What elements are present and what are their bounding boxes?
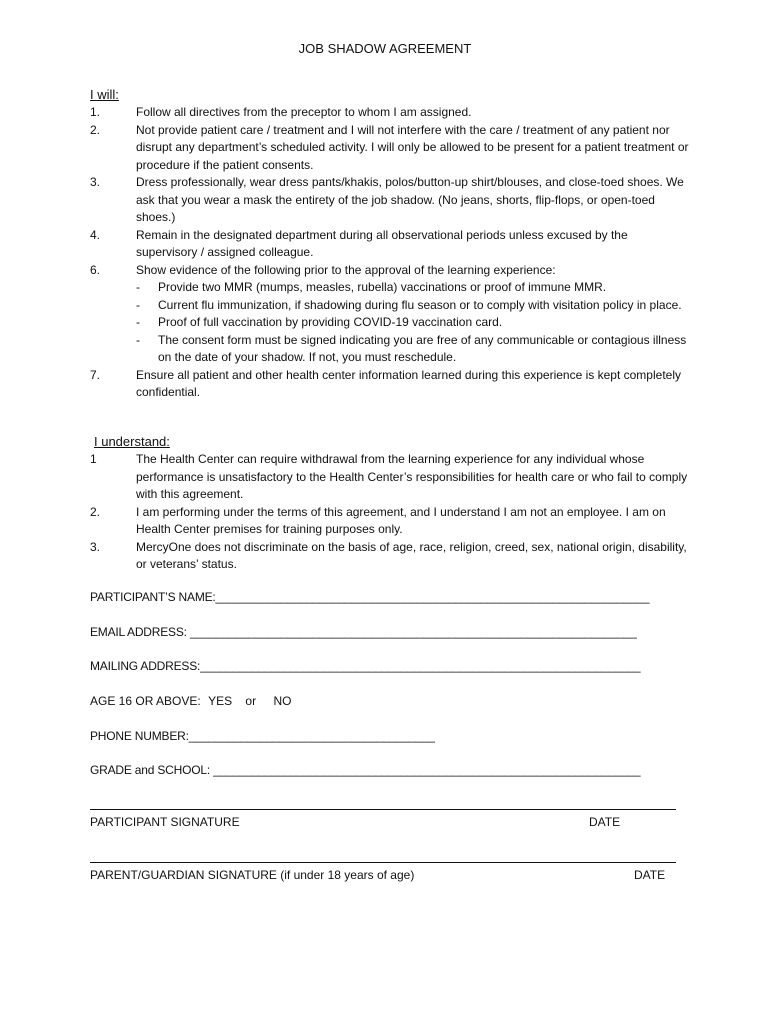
list-item (90, 174, 690, 227)
item-text: I am performing under the terms of this agreement, and I understand I am not an employee. I am on Health Center premises for training purposes only. (136, 504, 666, 536)
age-label: AGE 16 OR ABOVE: (90, 694, 201, 708)
sub-list-item (136, 314, 690, 332)
email-field[interactable]: EMAIL ADDRESS: _____________________________________________________________________ (90, 625, 637, 639)
item-number: 4. (90, 227, 101, 242)
item-text: Dress professionally, wear dress pants/khakis, polos/button-up shirt/blouses, and close-toed shoes. We ask that you wear a mask the entirety of the job shadow. (No jeans, shorts, flip-flops, or open-toed shoes.) (136, 175, 684, 224)
i-understand-heading: I understand: (94, 434, 170, 449)
guardian-signature-label: PARENT/GUARDIAN SIGNATURE (if under 18 years of age) (90, 868, 415, 882)
dash-bullet: - (136, 297, 140, 312)
participant-name-field[interactable]: PARTICIPANT’S NAME:___________________________________________________________________ (90, 590, 650, 604)
item-number: 1. (90, 105, 101, 119)
sub-item-text: The consent form must be signed indicating you are free of any communicable or contagious illness on the date of your shadow. If not, you must reschedule. (158, 332, 687, 364)
dash-bullet: - (136, 280, 140, 294)
item-number: 3. (90, 175, 101, 189)
participant-signature-label: PARTICIPANT SIGNATURE (90, 815, 240, 829)
item-text: Follow all directives from the preceptor to whom I am assigned. (136, 105, 472, 119)
age-yes-option[interactable]: YES (208, 694, 233, 708)
sub-item-text: Provide two MMR (mumps, measles, rubella) vaccinations or proof of immune MMR. (158, 280, 607, 294)
age-field (90, 693, 291, 711)
page-title: JOB SHADOW AGREEMENT (298, 41, 472, 56)
item-text: Ensure all patient and other health center information learned during this experience is kept completely confidential. (136, 367, 681, 399)
age-no-option[interactable]: NO (273, 694, 292, 708)
i-will-list (90, 104, 690, 402)
participant-date-label: DATE (589, 815, 621, 829)
item-number: 6. (90, 262, 101, 277)
age-or-text: or (245, 694, 257, 708)
item-number: 1 (90, 452, 97, 466)
dash-bullet: - (136, 332, 140, 347)
list-item (90, 367, 690, 402)
list-item (90, 227, 690, 262)
list-item (90, 451, 690, 504)
sub-list-item (136, 332, 690, 367)
item-number: 2. (90, 504, 101, 519)
item-text: MercyOne does not discriminate on the basis of age, race, religion, creed, sex, national origin, disability, or veterans’ status. (136, 539, 687, 571)
item-number: 7. (90, 367, 101, 382)
list-item (90, 262, 690, 367)
list-item (90, 539, 690, 574)
guardian-signature-line[interactable] (90, 862, 676, 863)
sub-item-text: Proof of full vaccination by providing COVID-19 vaccination card. (158, 315, 503, 329)
list-item (90, 104, 690, 122)
mailing-address-field[interactable]: MAILING ADDRESS:____________________________________________________________________ (90, 659, 641, 673)
item-number: 2. (90, 122, 101, 137)
i-understand-list (90, 451, 690, 574)
sub-list-item (136, 279, 690, 297)
i-will-heading: I will: (90, 87, 119, 102)
item-text: Remain in the designated department during all observational periods unless excused by the supervisory / assigned colleague. (136, 227, 628, 259)
list-item (90, 122, 690, 175)
dash-bullet: - (136, 315, 140, 329)
item-text: Not provide patient care / treatment and I will not interfere with the care / treatment of any patient nor disrupt any department’s scheduled activity. I will only be allowed to be present for a patient treatment or procedure if the patient consents. (136, 122, 689, 172)
item-text: Show evidence of the following prior to the approval of the learning experience: (136, 262, 556, 277)
item-number: 3. (90, 539, 101, 554)
grade-school-field[interactable]: GRADE and SCHOOL: __________________________________________________________________ (90, 763, 641, 777)
sub-list-item (136, 297, 690, 315)
phone-number-field[interactable]: PHONE NUMBER:______________________________________ (90, 729, 435, 743)
participant-signature-line[interactable] (90, 809, 676, 810)
guardian-date-label: DATE (634, 868, 666, 882)
item-text: The Health Center can require withdrawal from the learning experience for any individual whose performance is unsatisfactory to the Health Center’s responsibilities for health care or who fail to comply with this agreement. (136, 452, 688, 501)
list-item (90, 504, 690, 539)
sub-item-text: Current flu immunization, if shadowing during flu season or to comply with visitation policy in place. (158, 297, 682, 312)
